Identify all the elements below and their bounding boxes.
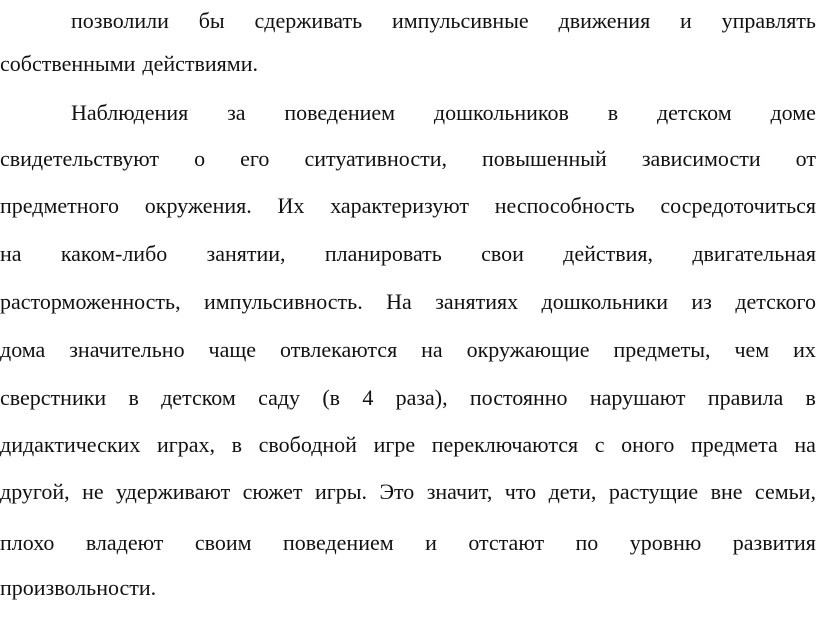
text-line: дидактических играх, в свободной игре переключаются с оного предмета на: [0, 432, 816, 457]
text-line: позволили бы сдерживать импульсивные движения и управлять: [71, 8, 816, 33]
text-line: расторможенность, импульсивность. На занятиях дошкольники из детского: [0, 289, 816, 314]
text-line: произвольности.: [0, 575, 157, 600]
text-line: свидетельствуют о его ситуативности, повышенный зависимости от: [0, 146, 816, 171]
text-line: на каком-либо занятии, планировать свои действия, двигательная: [0, 241, 816, 266]
text-line: собственными действиями.: [0, 51, 258, 76]
text-line: предметного окружения. Их характеризуют неспособность сосредоточиться: [0, 193, 816, 218]
text-line: дома значительно чаще отвлекаются на окружающие предметы, чем их: [0, 337, 816, 362]
text-line: сверстники в детском саду (в 4 раза), постоянно нарушают правила в: [0, 385, 816, 410]
text-line: другой, не удерживают сюжет игры. Это значит, что дети, растущие вне семьи,: [0, 479, 816, 504]
text-line: Наблюдения за поведением дошкольников в детском доме: [71, 100, 816, 125]
text-line: плохо владеют своим поведением и отстают по уровню развития: [0, 530, 816, 555]
